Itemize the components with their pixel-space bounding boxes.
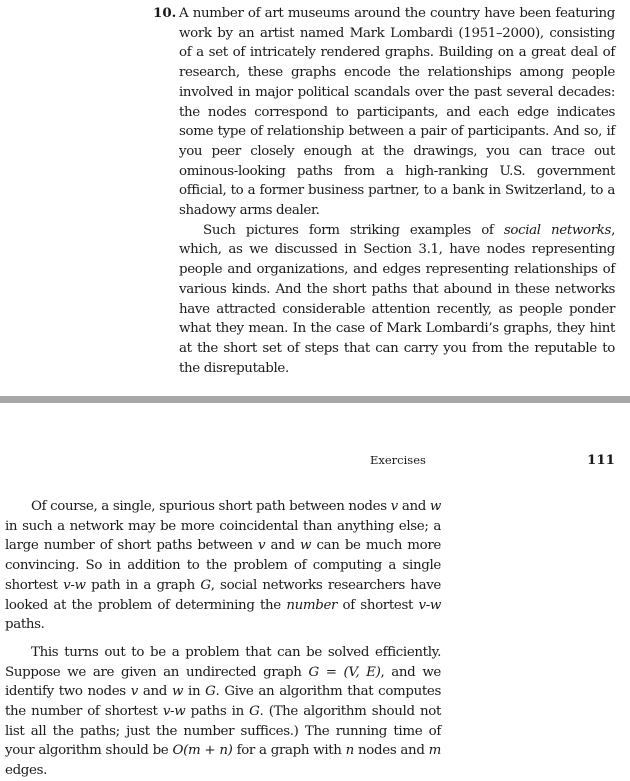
math-var: G [205, 684, 216, 700]
text-run: . (The algorithm should not list all the paths; just the number suffices.) The running time of your algorithm should be [5, 704, 441, 759]
paragraph-gap [5, 635, 441, 643]
text-run: and [397, 499, 430, 514]
text-run: of shortest [337, 597, 419, 613]
text-run: can be much more convincing. So in addition to the problem of computing a single shortest [5, 538, 441, 593]
text-run: for a graph with [232, 743, 346, 759]
text-run: . Give an algorithm that computes the number of shortest [5, 684, 442, 720]
math-expr: O(m + n) [172, 743, 233, 759]
text-run: paths in [185, 704, 250, 720]
math-var: n [345, 743, 354, 759]
text-run: and [137, 684, 172, 700]
exercise-paragraph-2 [153, 221, 615, 379]
math-var: w [171, 684, 184, 700]
running-head: Exercises [370, 453, 426, 467]
math-var: v [258, 538, 266, 554]
math-var: v-w [418, 597, 441, 613]
exercise-number: 10. [153, 5, 177, 21]
math-expr: G = (V, E) [308, 664, 381, 680]
math-var: v-w [162, 704, 186, 720]
math-var: w [429, 499, 441, 514]
emphasis-term: number [286, 597, 338, 613]
continuation-paragraph-2 [5, 643, 441, 781]
text-run: in such a network may be more coincidental than anything else; a large number of short paths between [5, 518, 441, 554]
continuation-paragraph-1 [5, 497, 441, 635]
page-divider [0, 396, 630, 403]
text-run: , and we identify two nodes [5, 664, 441, 700]
math-var: w [300, 538, 312, 554]
math-var: G [249, 704, 260, 720]
exercise-continuation [5, 497, 441, 781]
text-run: paths. [5, 617, 45, 633]
text-run: , which, as we discussed in Section 3.1, have nodes representing people and organizations, and edges representing relationships of various kinds. And the short paths that abound in these networks have attracted considerable attention recently, as people ponder what they mean. In the case of Mark Lombardi’s graphs, they hint at the short set of steps that can carry you from the reputable to the disreputable. [179, 222, 615, 376]
text-run: path in a graph [85, 577, 201, 593]
text-run: , social networks researchers have looked at the problem of determining the [5, 577, 442, 613]
math-var: v-w [63, 577, 86, 593]
exercise-paragraph-1: A number of art museums around the country have been featuring work by an artist named Mark Lombardi (1951–2000), consisting of a set of intricately rendered graphs. Building on a great deal of research, these graphs encode the relationships among people involved in major political scandals over the past several decades: the nodes correspond to participants, and each edge indicates some type of relationship between a pair of participants. And so, if you peer closely enough at the drawings, you can trace out ominous-looking paths from a high-ranking U.S. government official, to a former business partner, to a bank in Switzerland, to a shadowy arms dealer. [179, 6, 615, 219]
math-var: m [428, 743, 441, 759]
page-number: 111 [587, 452, 615, 468]
text-run: Such pictures form striking examples of [203, 222, 504, 238]
math-var: G [200, 577, 211, 593]
math-var: v [390, 499, 398, 514]
text-run: nodes and [353, 743, 429, 759]
text-run: This turns out to be a problem that can be solved efficiently. Suppose we are given an undirected graph [5, 644, 441, 680]
text-run: edges. [5, 763, 48, 779]
emphasis-term: social networks [503, 222, 612, 238]
text-run: Of course, a single, spurious short path between nodes [31, 499, 391, 514]
text-run: and [265, 538, 300, 554]
exercise-10 [153, 4, 615, 378]
text-run: in [183, 684, 206, 700]
math-var: v [130, 684, 138, 700]
